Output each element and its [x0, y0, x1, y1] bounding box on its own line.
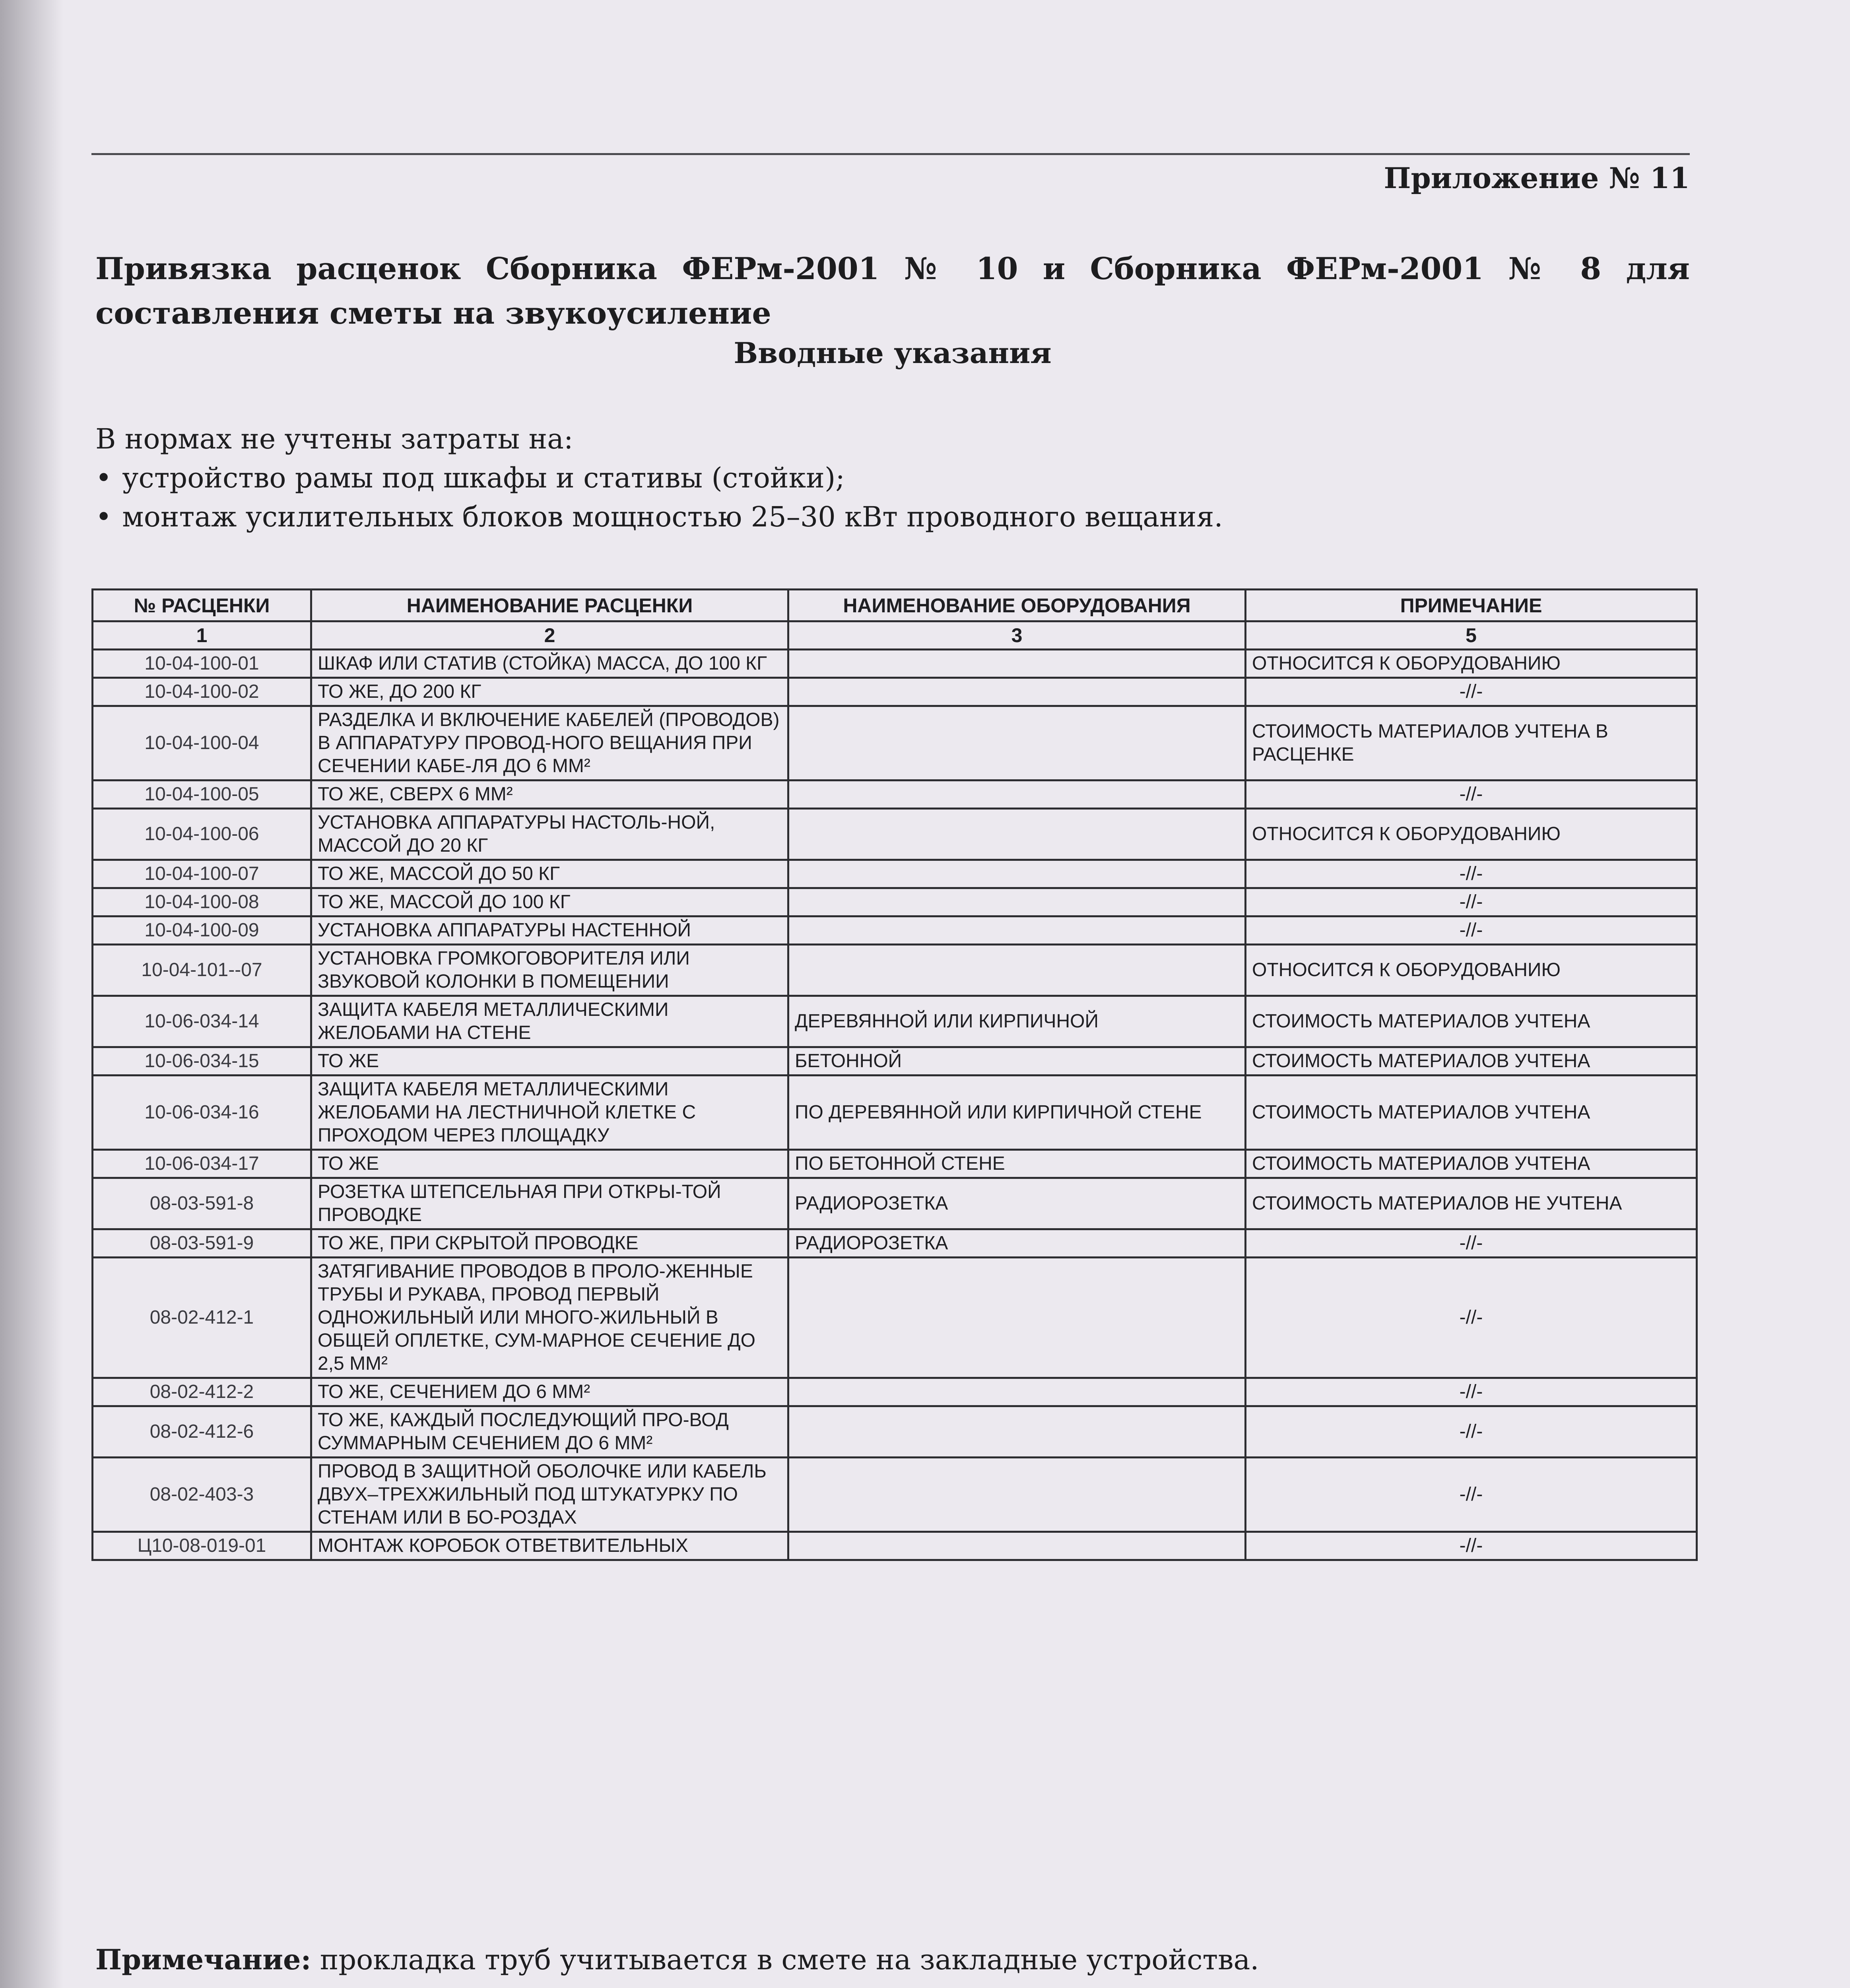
cell-note: -//- [1246, 1458, 1697, 1532]
cell-equipment [788, 809, 1246, 860]
table-row [93, 1532, 1697, 1560]
cell-name: ЗАТЯГИВАНИЕ ПРОВОДОВ В ПРОЛО-ЖЕННЫЕ ТРУБЫ И РУКАВА, ПРОВОД ПЕРВЫЙ ОДНОЖИЛЬНЫЙ ИЛИ МНОГО-ЖИЛЬНЫЙ В ОБЩЕЙ ОПЛЕТКЕ, СУМ-МАРНОЕ СЕЧЕНИЕ ДО 2,5 ММ² [311, 1258, 788, 1378]
cell-note: СТОИМОСТЬ МАТЕРИАЛОВ УЧТЕНА [1246, 1076, 1697, 1150]
appendix-11-bullet: • монтаж усилительных блоков мощностью 25–30 кВт проводного вещания. [95, 497, 1690, 536]
cell-name: УСТАНОВКА АППАРАТУРЫ НАСТЕННОЙ [311, 916, 788, 945]
table-row [93, 1406, 1697, 1458]
cell-code: 10-04-100-09 [93, 916, 311, 945]
cell-equipment [788, 780, 1246, 809]
column-number: 1 [93, 621, 311, 650]
cell-equipment [788, 650, 1246, 678]
cell-code: 08-02-412-1 [93, 1258, 311, 1378]
cell-name: ТО ЖЕ, ДО 200 КГ [311, 678, 788, 706]
column-number: 5 [1246, 621, 1697, 650]
cell-code: 10-04-100-04 [93, 706, 311, 780]
cell-code: 10-04-100-07 [93, 860, 311, 888]
column-number: 2 [311, 621, 788, 650]
cell-name: ТО ЖЕ, ПРИ СКРЫТОЙ ПРОВОДКЕ [311, 1229, 788, 1258]
cell-equipment [788, 678, 1246, 706]
table-number-row [93, 621, 1697, 650]
table-row [93, 650, 1697, 678]
cell-name: ПРОВОД В ЗАЩИТНОЙ ОБОЛОЧКЕ ИЛИ КАБЕЛЬ ДВУХ–ТРЕХЖИЛЬНЫЙ ПОД ШТУКАТУРКУ ПО СТЕНАМ ИЛИ В БО-РОЗДАХ [311, 1458, 788, 1532]
cell-equipment [788, 1458, 1246, 1532]
cell-note: -//- [1246, 1406, 1697, 1458]
table-row [93, 809, 1697, 860]
table-header-row [93, 590, 1697, 621]
cell-note: СТОИМОСТЬ МАТЕРИАЛОВ УЧТЕНА [1246, 1150, 1697, 1178]
cell-name: ШКАФ ИЛИ СТАТИВ (СТОЙКА) МАССА, ДО 100 КГ [311, 650, 788, 678]
table-row [93, 916, 1697, 945]
note-text: прокладка труб учитывается в смете на закладные устройства. [320, 1943, 1259, 1976]
cell-equipment [788, 1406, 1246, 1458]
cell-equipment [788, 706, 1246, 780]
appendix-11-subtitle: Вводные указания [734, 336, 1052, 370]
table-row [93, 1150, 1697, 1178]
cell-note: ОТНОСИТСЯ К ОБОРУДОВАНИЮ [1246, 809, 1697, 860]
column-number: 3 [788, 621, 1246, 650]
cell-equipment [788, 888, 1246, 916]
table-row [93, 996, 1697, 1047]
cell-name: УСТАНОВКА АППАРАТУРЫ НАСТОЛЬ-НОЙ, МАССОЙ ДО 20 КГ [311, 809, 788, 860]
cell-note: -//- [1246, 1532, 1697, 1560]
table-row [93, 780, 1697, 809]
column-header-code: № РАСЦЕНКИ [93, 590, 311, 621]
table-row [93, 888, 1697, 916]
cell-name: ТО ЖЕ, МАССОЙ ДО 50 КГ [311, 860, 788, 888]
cell-code: 10-06-034-15 [93, 1047, 311, 1076]
rates-table [91, 588, 1698, 1561]
cell-code: 08-02-412-2 [93, 1378, 311, 1406]
cell-equipment: РАДИОРОЗЕТКА [788, 1178, 1246, 1229]
table-row [93, 678, 1697, 706]
appendix-11-intro-block [95, 419, 1690, 536]
cell-note: СТОИМОСТЬ МАТЕРИАЛОВ УЧТЕНА В РАСЦЕНКЕ [1246, 706, 1697, 780]
cell-code: 10-04-100-05 [93, 780, 311, 809]
table-row [93, 1458, 1697, 1532]
cell-name: ТО ЖЕ, МАССОЙ ДО 100 КГ [311, 888, 788, 916]
note-label: Примечание: [95, 1943, 311, 1976]
appendix-11-bullet: • устройство рамы под шкафы и стативы (стойки); [95, 458, 1690, 497]
appendix-11-label: Приложение № 11 [1384, 161, 1690, 195]
cell-equipment [788, 860, 1246, 888]
cell-name: УСТАНОВКА ГРОМКОГОВОРИТЕЛЯ ИЛИ ЗВУКОВОЙ КОЛОНКИ В ПОМЕЩЕНИИ [311, 945, 788, 996]
cell-name: ТО ЖЕ [311, 1150, 788, 1178]
cell-name: ТО ЖЕ, СВЕРХ 6 ММ² [311, 780, 788, 809]
cell-note: СТОИМОСТЬ МАТЕРИАЛОВ УЧТЕНА [1246, 996, 1697, 1047]
cell-code: 10-04-100-02 [93, 678, 311, 706]
cell-code: 10-04-100-06 [93, 809, 311, 860]
table-row [93, 1229, 1697, 1258]
cell-code: 10-06-034-14 [93, 996, 311, 1047]
top-rule [91, 153, 1690, 155]
appendix-11-note [95, 1940, 1690, 1979]
cell-equipment: ПО ДЕРЕВЯННОЙ ИЛИ КИРПИЧНОЙ СТЕНЕ [788, 1076, 1246, 1150]
table-row [93, 1178, 1697, 1229]
cell-name: ТО ЖЕ, КАЖДЫЙ ПОСЛЕДУЮЩИЙ ПРО-ВОД СУММАРНЫМ СЕЧЕНИЕМ ДО 6 ММ² [311, 1406, 788, 1458]
cell-equipment [788, 1378, 1246, 1406]
table-row [93, 1378, 1697, 1406]
cell-equipment: РАДИОРОЗЕТКА [788, 1229, 1246, 1258]
cell-code: Ц10-08-019-01 [93, 1532, 311, 1560]
cell-name: ТО ЖЕ, СЕЧЕНИЕМ ДО 6 ММ² [311, 1378, 788, 1406]
cell-equipment: БЕТОННОЙ [788, 1047, 1246, 1076]
column-header-note: ПРИМЕЧАНИЕ [1246, 590, 1697, 621]
cell-code: 08-03-591-9 [93, 1229, 311, 1258]
cell-code: 08-03-591-8 [93, 1178, 311, 1229]
cell-note: -//- [1246, 888, 1697, 916]
cell-note: -//- [1246, 1258, 1697, 1378]
cell-equipment [788, 916, 1246, 945]
cell-note: СТОИМОСТЬ МАТЕРИАЛОВ НЕ УЧТЕНА [1246, 1178, 1697, 1229]
cell-note: ОТНОСИТСЯ К ОБОРУДОВАНИЮ [1246, 945, 1697, 996]
column-header-equipment: НАИМЕНОВАНИЕ ОБОРУДОВАНИЯ [788, 590, 1246, 621]
cell-name: МОНТАЖ КОРОБОК ОТВЕТВИТЕЛЬНЫХ [311, 1532, 788, 1560]
cell-note: -//- [1246, 1229, 1697, 1258]
cell-code: 10-06-034-17 [93, 1150, 311, 1178]
cell-name: ТО ЖЕ [311, 1047, 788, 1076]
table-row [93, 1076, 1697, 1150]
cell-equipment: ДЕРЕВЯННОЙ ИЛИ КИРПИЧНОЙ [788, 996, 1246, 1047]
cell-code: 10-04-101--07 [93, 945, 311, 996]
cell-equipment [788, 1258, 1246, 1378]
column-header-name: НАИМЕНОВАНИЕ РАСЦЕНКИ [311, 590, 788, 621]
table-row [93, 860, 1697, 888]
cell-note: -//- [1246, 780, 1697, 809]
cell-name: РОЗЕТКА ШТЕПСЕЛЬНАЯ ПРИ ОТКРЫ-ТОЙ ПРОВОДКЕ [311, 1178, 788, 1229]
cell-code: 10-06-034-16 [93, 1076, 311, 1150]
cell-note: -//- [1246, 860, 1697, 888]
table-row [93, 945, 1697, 996]
table-row [93, 706, 1697, 780]
cell-name: ЗАЩИТА КАБЕЛЯ МЕТАЛЛИЧЕСКИМИ ЖЕЛОБАМИ НА СТЕНЕ [311, 996, 788, 1047]
cell-note: -//- [1246, 1378, 1697, 1406]
cell-note: -//- [1246, 916, 1697, 945]
cell-code: 10-04-100-01 [93, 650, 311, 678]
cell-note: -//- [1246, 678, 1697, 706]
page-edge-shadow [0, 0, 64, 1988]
table-row [93, 1047, 1697, 1076]
cell-equipment [788, 945, 1246, 996]
cell-code: 08-02-403-3 [93, 1458, 311, 1532]
cell-code: 08-02-412-6 [93, 1406, 311, 1458]
appendix-11-intro: В нормах не учтены затраты на: [95, 423, 573, 455]
cell-note: СТОИМОСТЬ МАТЕРИАЛОВ УЧТЕНА [1246, 1047, 1697, 1076]
appendix-11-title: Привязка расценок Сборника ФЕРм-2001 № 10 и Сборника ФЕРм-2001 № 8 для составления сметы на звукоусиление [95, 251, 1690, 331]
cell-code: 10-04-100-08 [93, 888, 311, 916]
cell-equipment: ПО БЕТОННОЙ СТЕНЕ [788, 1150, 1246, 1178]
cell-name: РАЗДЕЛКА И ВКЛЮЧЕНИЕ КАБЕЛЕЙ (ПРОВОДОВ) В АППАРАТУРУ ПРОВОД-НОГО ВЕЩАНИЯ ПРИ СЕЧЕНИИ КАБЕ-ЛЯ ДО 6 ММ² [311, 706, 788, 780]
table-row [93, 1258, 1697, 1378]
cell-note: ОТНОСИТСЯ К ОБОРУДОВАНИЮ [1246, 650, 1697, 678]
cell-name: ЗАЩИТА КАБЕЛЯ МЕТАЛЛИЧЕСКИМИ ЖЕЛОБАМИ НА ЛЕСТНИЧНОЙ КЛЕТКЕ С ПРОХОДОМ ЧЕРЕЗ ПЛОЩАДКУ [311, 1076, 788, 1150]
cell-equipment [788, 1532, 1246, 1560]
